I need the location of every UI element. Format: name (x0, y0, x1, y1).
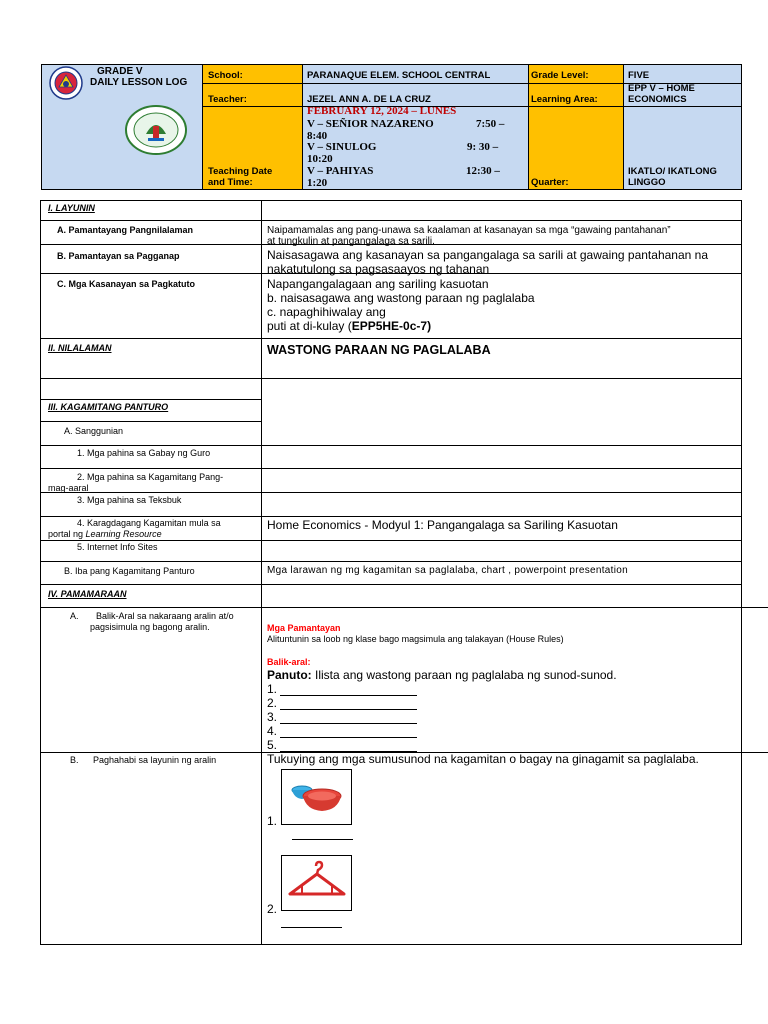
schedule-1-name: V – SEÑIOR NAZARENO (307, 118, 434, 130)
school-value: PARANAQUE ELEM. SCHOOL CENTRAL (307, 70, 491, 81)
answer-blank-4[interactable] (280, 727, 417, 738)
schedule-2-time-a: 9: 30 – (467, 141, 499, 153)
panuto-label: Panuto: (267, 668, 312, 682)
proc-a-line-1: Balik-Aral sa nakaraang aralin at/o (96, 611, 234, 621)
kasanayan-line-4 (267, 320, 431, 333)
image-1-blank[interactable] (292, 830, 353, 840)
kasanayan-line-4-text: puti at di-kulay ( (267, 319, 352, 333)
kasanayan-line-1: Napangangalagaan ang sariling kasuotan (267, 277, 489, 291)
answer-blank-1[interactable] (280, 685, 417, 696)
iba-pang-kagamitan-value: Mga larawan ng mg kagamitan sa paglalaba, chart , powerpoint presentation (267, 565, 628, 576)
teacher-value: JEZEL ANN A. DE LA CRUZ (307, 94, 431, 105)
quarter-label: Quarter: (531, 177, 569, 188)
balik-aral-title: Balik-aral: (267, 657, 311, 667)
proc-b-letter: B. (70, 755, 79, 765)
teksbuk-label: 3. Mga pahina sa Teksbuk (77, 495, 182, 505)
kagamitang-pang-mag-aaral-label-2: mag-aaral (48, 483, 89, 493)
hanger-icon (282, 856, 351, 910)
pamantayang-pangnilalaman-line-1: Naipamamalas ang pang-unawa sa kaalaman at kasanayan sa mga “gawaing pantahanan” (267, 225, 671, 236)
schedule-3-time-b: 1:20 (307, 177, 328, 189)
grade-level-value: FIVE (628, 70, 650, 81)
schedule-1-time-b: 8:40 (307, 130, 328, 142)
image-2-number: 2. (267, 902, 278, 916)
panuto-line (267, 669, 617, 682)
answer-num-4: 4. (267, 724, 278, 738)
internet-info-sites-label: 5. Internet Info Sites (77, 542, 158, 552)
section-kagamitan: III. KAGAMITANG PANTURO (48, 402, 169, 412)
proc-b-text: Paghahabi sa layunin ng aralin (93, 755, 217, 765)
date-label-1: Teaching Date (208, 166, 273, 177)
proc-a-letter: A. (70, 611, 79, 621)
teacher-label: Teacher: (208, 94, 247, 105)
karagdagang-kagamitan-value: Home Economics - Modyul 1: Pangangalaga sa Sariling Kasuotan (267, 518, 618, 532)
school-label: School: (208, 70, 243, 81)
schedule-2-name: V – SINULOG (307, 141, 377, 153)
pamantayan-pagganap-label: B. Pamantayan sa Pagganap (57, 251, 180, 261)
schedule-3-name: V – PAHIYAS (307, 165, 374, 177)
answer-num-3: 3. (267, 710, 278, 724)
kasanayan-line-2: b. naisasagawa ang wastong paraan ng paglalaba (267, 291, 535, 305)
proc-a-line-2: pagsisimula ng bagong aralin. (90, 622, 210, 632)
image-box-2 (281, 855, 352, 911)
answer-blank-3[interactable] (280, 713, 417, 724)
pamantayan-pagganap-line-1: Naisasagawa ang kasanayan sa pangangalaga sa sarili at gawaing pantahanan na (267, 248, 708, 262)
answer-num-5: 5. (267, 738, 278, 752)
karagdagang-kagamitan-label-2 (48, 529, 162, 540)
basin-icon (282, 770, 351, 824)
grade-title: GRADE V (97, 66, 143, 77)
date-value: FEBRUARY 12, 2024 – LUNES (307, 105, 457, 117)
grade-level-label: Grade Level: (531, 70, 589, 81)
learning-area-value-1: EPP V – HOME (628, 83, 695, 94)
pamantayan-pagganap-line-2: nakatutulong sa pagsasaayos ng tahanan (267, 262, 490, 276)
schedule-1-time-a: 7:50 – (476, 118, 505, 130)
kasanayan-label: C. Mga Kasanayan sa Pagkatuto (57, 279, 196, 289)
log-title: DAILY LESSON LOG (90, 77, 188, 88)
karagdagang-kagamitan-label-1: 4. Karagdagang Kagamitan mula sa (77, 518, 221, 528)
learning-resource-text: Learning Resource (85, 529, 162, 539)
gabay-guro-label: 1. Mga pahina sa Gabay ng Guro (77, 448, 211, 458)
date-label-2: and Time: (208, 177, 253, 188)
answer-item-3 (267, 711, 417, 724)
answer-item-1 (267, 683, 417, 696)
answer-item-5 (267, 739, 417, 752)
sanggunian-label: A. Sanggunian (64, 426, 124, 436)
school-logo-icon (124, 104, 188, 156)
competency-code: EPP5HE-0c-7) (351, 319, 432, 333)
section-layunin: I. LAYUNIN (48, 203, 95, 213)
image-1-number: 1. (267, 814, 278, 828)
image-2-blank[interactable] (281, 918, 342, 928)
pamantayan-text: Alituntunin sa loob ng klase bago magsimula ang talakayan (House Rules) (267, 634, 564, 644)
nilalaman-value: WASTONG PARAAN NG PAGLALABA (267, 343, 491, 357)
kagamitang-pang-mag-aaral-label-1: 2. Mga pahina sa Kagamitang Pang- (77, 472, 224, 482)
answer-num-2: 2. (267, 696, 278, 710)
pamantayang-pangnilalaman-label: A. Pamantayang Pangnilalaman (57, 225, 194, 235)
learning-area-value-2: ECONOMICS (628, 94, 687, 105)
answer-num-1: 1. (267, 682, 278, 696)
answer-blank-5[interactable] (280, 741, 417, 752)
answer-blank-2[interactable] (280, 699, 417, 710)
kasanayan-line-3: c. napaghihiwalay ang (267, 305, 386, 319)
section-nilalaman: II. NILALAMAN (48, 343, 112, 353)
schedule-2-time-b: 10:20 (307, 153, 333, 165)
pamantayan-title: Mga Pamantayan (267, 623, 341, 633)
answer-item-4 (267, 725, 417, 738)
panuto-text: Ilista ang wastong paraan ng paglalaba ng sunod-sunod. (311, 668, 617, 682)
image-box-1 (281, 769, 352, 825)
section-pamamaraan: IV. PAMAMARAAN (48, 589, 127, 599)
quarter-value-1: IKATLO/ IKATLONG (628, 166, 717, 177)
learning-area-label: Learning Area: (531, 94, 598, 105)
tukuyin-instruction: Tukuying ang mga sumusunod na kagamitan o bagay na ginagamit sa paglalaba. (267, 752, 699, 766)
quarter-value-2: LINGGO (628, 177, 666, 188)
iba-pang-kagamitan-label: B. Iba pang Kagamitang Panturo (64, 566, 195, 576)
answer-item-2 (267, 697, 417, 710)
pamantayang-pangnilalaman-line-2: at tungkulin at pangangalaga sa sarili. (267, 236, 435, 247)
schedule-3-time-a: 12:30 – (466, 165, 500, 177)
portal-prefix: portal ng (48, 529, 86, 539)
deped-seal-icon (48, 66, 84, 100)
